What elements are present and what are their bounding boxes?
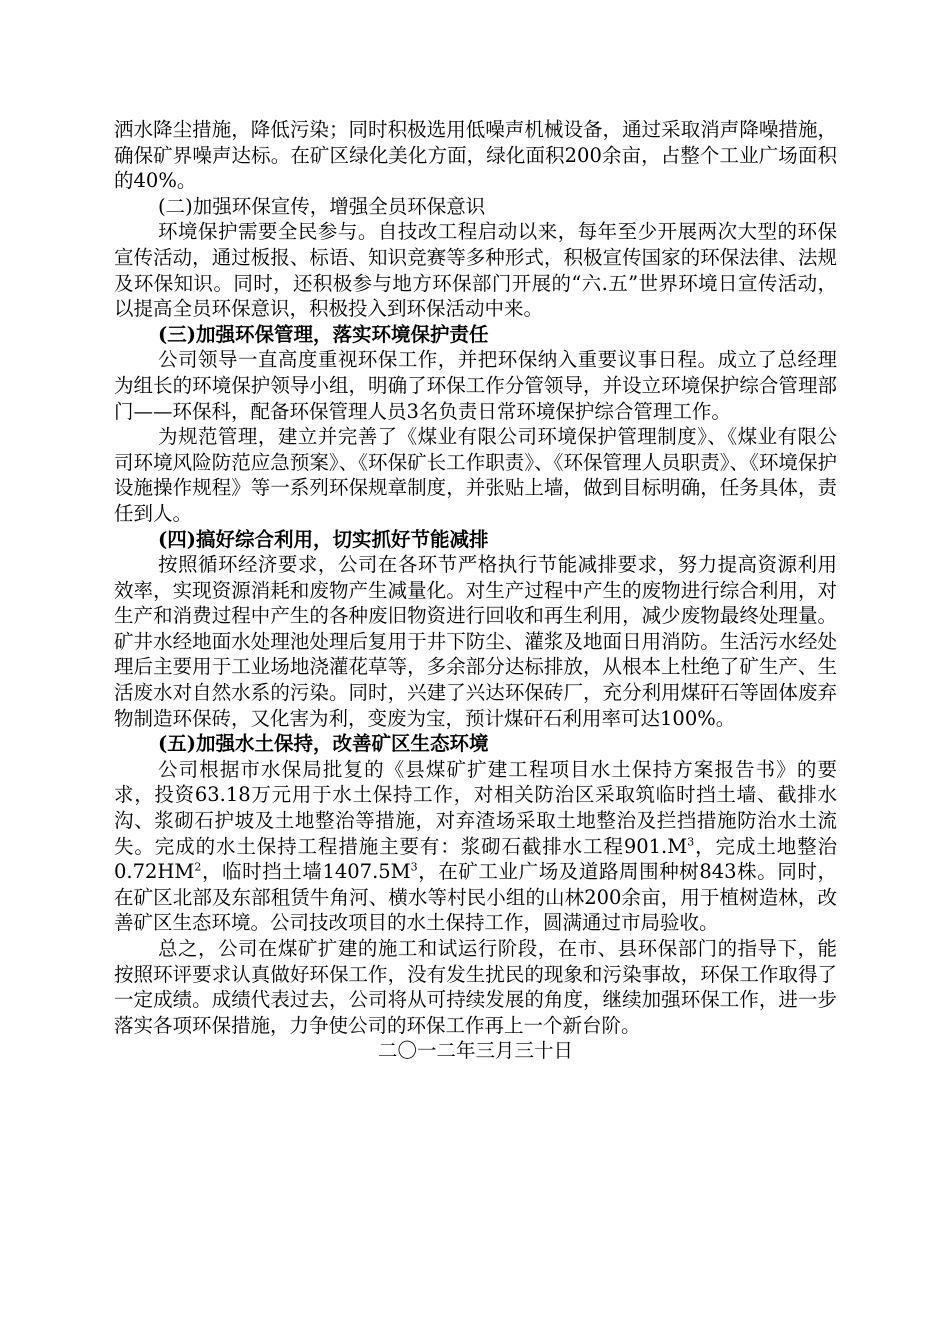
- superscript-cubic-1: 3: [687, 835, 695, 849]
- section-heading-4: (四)搞好综合利用，切实抓好节能减排: [158, 527, 489, 551]
- soil-text-part-3: ，临时挡土墙1407.5M: [201, 860, 411, 884]
- document-body: [114, 117, 837, 1064]
- paragraph-regulations: 为规范管理，建立并完善了《煤业有限公司环境保护管理制度》、《煤业有限公司环境风险防范应急预案》、《环保矿长工作职责》、《环保管理人员职责》、《环境保护设施操作规程》等一系列环保规章制度，并张贴上墙，做到目标明确，任务具体，责任到人。: [114, 425, 837, 525]
- paragraph-publicity: 环境保护需要全民参与。自技改工程启动以来，每年至少开展两次大型的环保宣传活动，通过板报、标语、知识竞赛等多种形式，积极宣传国家的环保法律、法规及环保知识。同时，还积极参与地方环保部门开展的“六.五”世界环境日宣传活动，以提高全员环保意识，积极投入到环保活动中来。: [114, 220, 837, 321]
- section-heading-3: (三)加强环保管理，落实环境保护责任: [158, 322, 489, 346]
- paragraph-soil-conservation: [114, 757, 837, 936]
- paragraph-conclusion: 总之，公司在煤矿扩建的施工和试运行阶段，在市、县环保部门的指导下，能按照环评要求认真做好环保工作，没有发生扰民的现象和污染事故，环保工作取得了一定成绩。成绩代表过去，公司将从可持续发展的角度，继续加强环保工作，进一步落实各项环保措施，力争使公司的环保工作再上一个新台阶。: [114, 937, 837, 1037]
- superscript-cubic-2: 3: [410, 860, 418, 874]
- soil-text-part-1: 公司根据市水保局批复的《县煤矿扩建工程项目水土保持方案报告书》的要求，投资63.18万元用于水土保持工作，对相关防治区采取筑临时挡土墙、截排水沟、浆砌石护坡及土地整治等措施，对弃渣场采取土地整治及拦挡措施防治水土流失。完成的水土保持工程措施主要有：浆砌石截排水工程901.M: [114, 757, 837, 858]
- document-date: 二〇一二年三月三十日: [377, 1039, 573, 1063]
- soil-text-part-2: ，完成土地整治0.72HM: [114, 834, 837, 884]
- paragraph-utilization: 按照循环经济要求，公司在各环节严格执行节能减排要求，努力提高资源利用效率，实现资源消耗和废物产生减量化。对生产过程中产生的废物进行综合利用，对生产和消费过程中产生的各种废旧物资进行回收和再生利用，减少废物最终处理量。矿井水经地面水处理池处理后复用于井下防尘、灌浆及地面日用消防。生活污水经处理后主要用于工业场地浇灌花草等，多余部分达标排放，从根本上杜绝了矿生产、生活废水对自然水系的污染。同时，兴建了兴达环保砖厂，充分利用煤矸石等固体废弃物制造环保砖，又化害为利，变废为宝，预计煤矸石利用率可达100%。: [114, 553, 837, 730]
- paragraph-continued: 洒水降尘措施，降低污染；同时积极选用低噪声机械设备，通过采取消声降噪措施，确保矿界噪声达标。在矿区绿化美化方面，绿化面积200余亩，占整个工业广场面积的40%。: [114, 118, 837, 193]
- soil-text-part-4: ，在矿工业广场及道路周围种树843株。同时，在矿区北部及东部租赁牛角河、横水等村民小组的山林200余亩，用于植树造林，改善矿区生态环境。公司技改项目的水土保持工作，圆满通过市局验收。: [114, 860, 837, 935]
- section-heading-5: (五)加强水土保持，改善矿区生态环境: [158, 732, 489, 756]
- superscript-square: 2: [194, 860, 202, 874]
- paragraph-management: 公司领导一直高度重视环保工作，并把环保纳入重要议事日程。成立了总经理为组长的环境保护领导小组，明确了环保工作分管领导，并设立环境保护综合管理部门——环保科，配备环保管理人员3名负责日常环境保护综合管理工作。: [114, 348, 837, 423]
- section-heading-2: (二)加强环保宣传，增强全员环保意识: [158, 194, 486, 218]
